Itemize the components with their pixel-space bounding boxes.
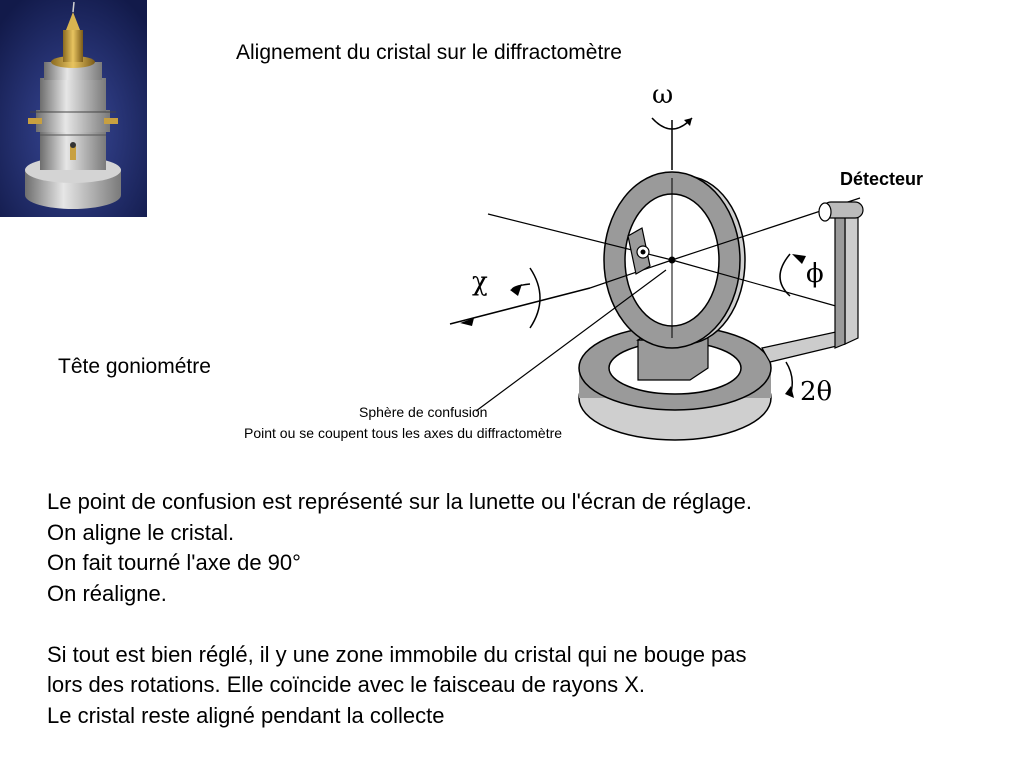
- body-line: On aligne le cristal.: [47, 519, 235, 545]
- omega-label: ω: [652, 80, 674, 110]
- chi-rotation-arrow: [530, 268, 540, 328]
- body-line: lors des rotations. Elle coïncide avec le faisceau de rayons X.: [47, 672, 645, 697]
- body-text: [47, 487, 752, 731]
- phi-label: ϕ: [806, 259, 824, 289]
- body-line: On réaligne.: [47, 580, 167, 606]
- slide-title: Alignement du cristal sur le diffractomètre: [236, 41, 622, 64]
- body-line: Si tout est bien réglé, il y une zone immobile du cristal qui ne bouge pas: [47, 641, 747, 667]
- detector-label: Détecteur: [840, 169, 924, 189]
- diffractometer-diagram: [440, 78, 960, 458]
- chi-label: χ: [472, 267, 488, 297]
- body-line: Le point de confusion est représenté sur la lunette ou l'écran de réglage.: [47, 489, 752, 514]
- body-line: On fait tourné l'axe de 90°: [47, 550, 301, 575]
- body-line-blank: [47, 609, 752, 640]
- two-theta-label: 2θ: [800, 377, 833, 407]
- phi-rotation-arrow: [780, 254, 790, 296]
- body-line: Le cristal reste aligné pendant la collecte: [47, 702, 445, 728]
- photo-caption: Tête goniométre: [58, 355, 211, 378]
- confusion-point: [669, 257, 676, 264]
- goniometer-head-photo: [0, 0, 147, 217]
- sphere-of-confusion-label: Sphère de confusion: [359, 404, 488, 420]
- axes-intersection-label: Point ou se coupent tous les axes du diffractomètre: [244, 425, 563, 441]
